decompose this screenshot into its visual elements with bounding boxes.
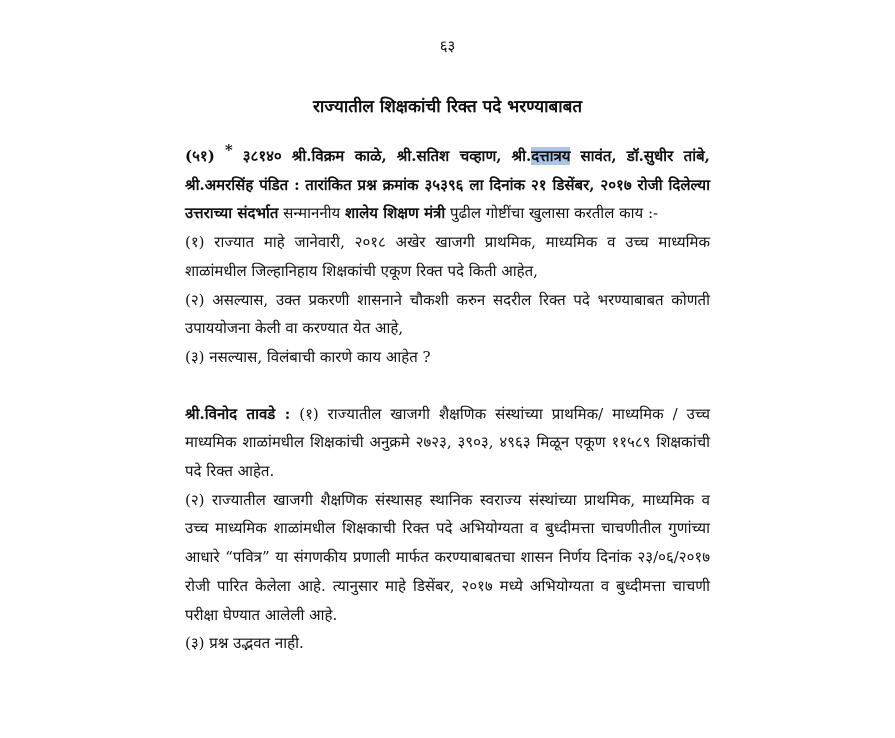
answer-part-text: (१) राज्यातील खाजगी शैक्षणिक संस्थांच्या प्राथमिक/ माध्यमिक / उच्च माध्यमिक शाळांमधील शिक्षकांची अनुक्रमे २७२३, ३९०३, ४९६३ मिळून एकूण ११५८९ शिक्षकांची पदे रिक्त आहेत. (185, 404, 710, 481)
question-item: (३) नसल्यास, विलंबाची कारणे काय आहेत ? (185, 347, 431, 366)
page-title: राज्यातील शिक्षकांची रिक्त पदे भरण्याबाबत (312, 97, 583, 117)
answer-speaker: श्री.विनोद तावडे : (185, 404, 291, 423)
answer-part (185, 400, 710, 486)
member-name: श्री.विक्रम काळे, (291, 147, 387, 165)
starred-marker: * (224, 141, 233, 159)
minister-title: शालेय शिक्षण मंत्री (345, 204, 446, 223)
page-number: ६३ (439, 37, 456, 55)
member-name: डॉ.सुधीर तांबे, (626, 147, 710, 165)
question-id: ३८१४० (242, 147, 282, 165)
question-item: (१) राज्यात माहे जानेवारी, २०१८ अखेर खाजगी प्राथमिक, माध्यमिक व उच्च माध्यमिक शाळांमधील जिल्हानिहाय शिक्षकांची एकूण रिक्त पदे किती आहेत, (185, 233, 710, 280)
question-intro (185, 142, 710, 228)
member-name: श्री.सतिश चव्हाण, (396, 147, 502, 165)
question-item: (२) असल्यास, उक्त प्रकरणी शासनाने चौकशी करुन सदरील रिक्त पदे भरण्याबाबत कोणती उपाययोजना केली वा करण्यात येत आहे, (185, 290, 710, 338)
document-body (185, 142, 710, 658)
answer-part: (२) राज्यातील खाजगी शैक्षणिक संस्थासह स्थानिक स्वराज्य संस्थांच्या प्राथमिक, माध्यमिक व उच्च माध्यमिक शाळांमधील शिक्षकाची रिक्त पदे अभियोग्यता व बुध्दीमत्ता चाचणीतील गुणांच्या आधारे “पवित्र” या संगणकीय प्रणाली मार्फत करण्याबाबतचा शासन निर्णय दिनांक २३/०६/२०१७ रोजी पारित केलेला आहे. त्यानुसार माहे डिसेंबर, २०१७ मध्ये अभियोग्यता व बुध्दीमत्ता चाचणी परीक्षा घेण्यात आलेली आहे. (185, 490, 710, 624)
member-name-prefix: श्री. (511, 147, 532, 165)
question-intro-tail: पुढील गोष्टींचा खुलासा करतील काय :- (450, 204, 659, 223)
member-name: सावंत, (580, 147, 617, 165)
question-reference: तारांकित प्रश्न क्रमांक ३५३९६ ला दिनांक २१ डिसेंबर, २०१७ रोजी दिलेल्या उत्तराच्या संदर्भात (185, 175, 710, 223)
question-number: (५१) (185, 147, 215, 165)
answer-part: (३) प्रश्न उद्भवत नाही. (185, 634, 304, 653)
section-gap (185, 372, 710, 400)
honorific: सन्माननीय (283, 204, 341, 223)
selected-text-highlight[interactable]: दत्तात्रय (531, 147, 571, 165)
member-name: श्री.अमरसिंह पंडित : (185, 175, 300, 194)
